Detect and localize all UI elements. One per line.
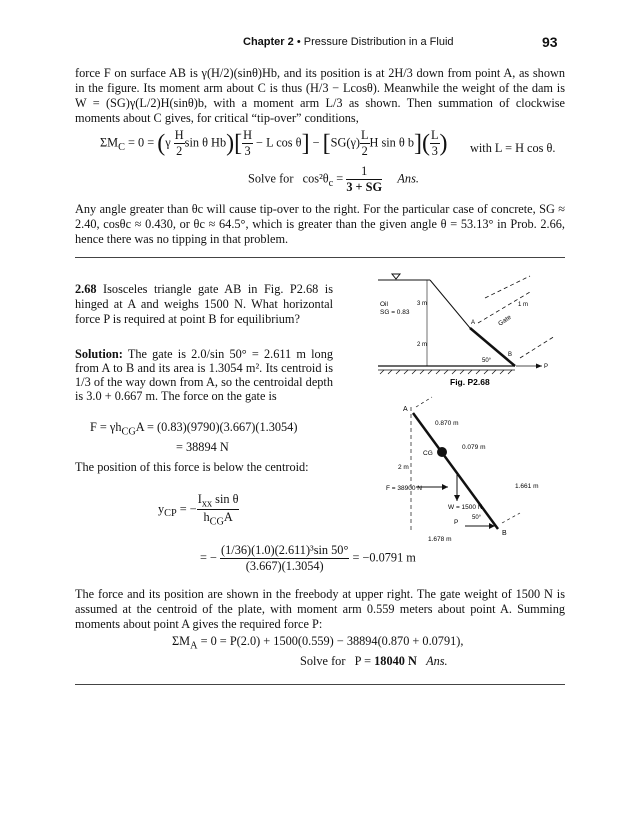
eq-term4: H sin θ b [369,135,415,150]
fb-dim-2m: 2 m [398,464,409,471]
dim-3m: 3 m [417,301,428,307]
ans-label: Ans. [397,171,419,186]
page-number: 93 [542,34,558,50]
dim-1661: 1.661 m [515,483,539,490]
weight-label: W = 1500 N [448,504,483,511]
eq-equals: = 0 = [124,135,158,150]
point-a: A [471,320,476,326]
sg-label: SG = 0.83 [380,309,410,316]
problem-number: 2.68 [75,282,97,296]
final-answer: Solve for P = 18040 N Ans. [300,654,448,668]
dim-2m: 2 m [417,342,428,348]
eq-with-clause: with L = H cos θ. [470,141,556,155]
solve-eq: = [333,171,347,186]
page-header [0,34,638,54]
ycp-equation: $y_{CP}$ = − $\frac{I_{xx} \sin \theta}{h_{CG}A}$ [158,492,239,528]
fb-angle-50: 50° [472,515,482,521]
solve-cos-equation [248,164,419,195]
closing-text: The force and its position are shown in the freebody at upper right. The gate weight of 1500 N is assumed at the centroid of the plate, with moment arm 0.559 meters about point A. Summing moments about point A gives the required force P: [75,587,565,631]
eq-sum-symbol: ΣM [100,135,119,150]
force-p-label: P [544,364,549,370]
eq-term3: SG(γ) [330,135,360,150]
dim-1678: 1.678 m [428,536,452,543]
chapter-title: Pressure Distribution in a Fluid [303,36,454,48]
cg-label: CG [423,450,433,457]
frac-h-2: $\frac{H}{2}$ [174,128,184,158]
dim-1m: 1 m [518,302,529,308]
running-header [243,36,454,48]
dim-0079: 0.079 m [462,444,486,451]
freebody-diagram [380,395,565,545]
frac-1-3sg: $\frac{1}{3 + SG}$ [346,164,383,194]
solve-lhs-sub: c [328,177,334,189]
gate-label: Gate [497,313,513,328]
eq-term2: − L cos θ [252,135,302,150]
surface-marker-icon [392,274,400,279]
position-text: The position of this force is below the centroid: [75,460,309,474]
section-divider [75,257,565,258]
sum-moments-equation: $\Sigma M_A = 0 = P(2.0) + 1500(0.559) - 38894(0.870 + 0.0791)$, [172,634,464,652]
oil-label: Oil [380,301,388,308]
force-equation-1: $F = \gamma h_{CG}A = (0.83)(9790)(3.667)(1.3054)$ [90,420,298,438]
figure-caption: Fig. P2.68 [450,377,490,387]
solution-label: Solution: [75,347,123,361]
fb-point-b: B [502,530,507,537]
force-f-label: F = 38900 N [386,485,422,492]
fb-point-a: A [403,406,408,413]
figure-p2-68 [370,268,570,390]
eq-sub: C [118,141,125,153]
angle-50: 50° [482,358,492,364]
ground-hatch [378,370,515,374]
bottom-divider [75,684,565,685]
gate-plate [470,328,515,366]
solve-lhs: cos²θ [302,171,329,186]
ycp-numeric-equation: = − $\frac{\text{(1/36)(1.0)(2.611)³sin 50°}}{(3.667)(1.3054)}$ = −0.0791 m [200,543,416,573]
moment-equation: $\Sigma M_C = 0 = (\gamma$ $\frac{H}{2}$ sin θ Hb)[ $\frac{H}{3}$ − L cos θ] − [SG(γ) $\frac{L}{2}$ H sin θ b]( $\frac{L}{3}$ ) [100,128,448,158]
paragraph-tipover-result: Any angle greater than θc will cause tip-over to the right. For the particular case of concrete, SG ≈ 2.40, cosθc ≈ 0.430, or θc ≈ 64.5°, which is greater than the given angle θ = 53.13° in Prob. 2.66, hence there was no tipping in that problem. [75,202,565,246]
fb-gate [413,413,498,529]
point-b: B [508,352,513,358]
eq-term1: sin θ Hb [184,135,227,150]
frac-l-3: $\frac{L}{3}$ [431,128,439,158]
frac-l-2: $\frac{L}{2}$ [361,128,369,158]
solution-text: The gate is 2.0/sin 50° = 2.611 m long from A to B and its area is 1.3054 m². Its centroid is 1/3 of the way down from A, so the centroidal depth is 3.0 + 0.667 m. The force on the gate is [75,347,333,403]
force-equation-2: = 38894 N [176,440,229,454]
dim-0870: 0.870 m [435,420,459,427]
problem-text: Isosceles triangle gate AB in Fig. P2.68 is hinged at A and weighs 1500 N. What horizontal force P is required at point B for equilibrium? [75,282,333,326]
solution-block [75,347,333,403]
frac-h-3: $\frac{H}{3}$ [243,128,252,158]
solve-label: Solve for [248,171,294,186]
cg-point [437,447,447,457]
paragraph-tipover-intro: force F on surface AB is γ(H/2)(sinθ)Hb, and its position is at 2H/3 down from point A, as shown in the figure. Its moment arm about C is thus (H/3 − Lcosθ). Meanwhile the weight of the dam is W = (SG)γ(L/2)H(sinθ)b, with a moment arm L/3 as shown. Then summation of clockwise moments about C gives, for critical “tip-over” conditions, [75,66,565,125]
chapter-label: Chapter 2 [243,36,294,48]
header-bullet: • [296,36,301,48]
problem-statement [75,282,333,327]
final-value: 18040 N [374,654,417,668]
fb-force-p-label: P [454,519,459,526]
